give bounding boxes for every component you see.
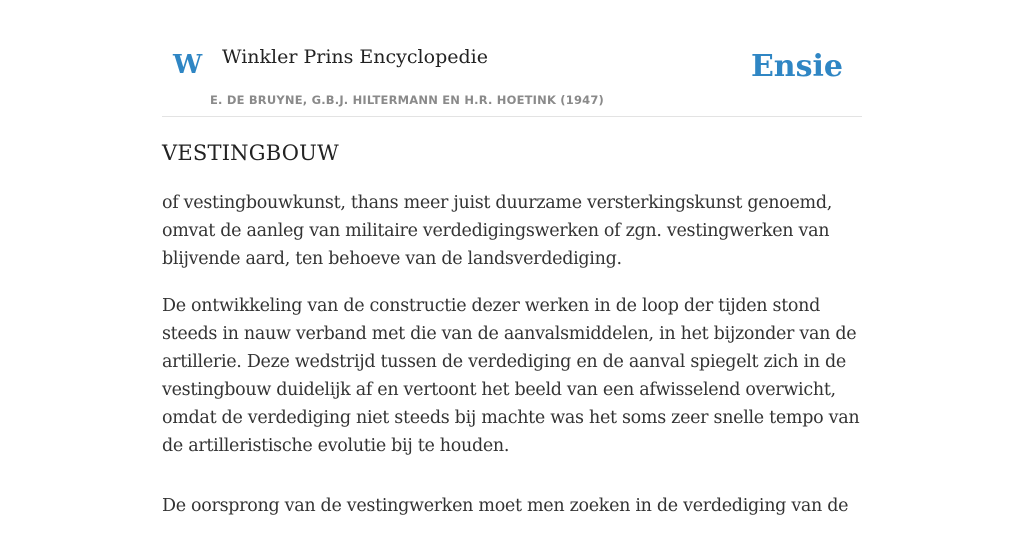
article-paragraph: of vestingbouwkunst, thans meer juist duurzame versterkingskunst genoemd, omvat de aanleg van militaire verdedigingswerken of zgn. vestingwerken van blijvende aard, ten behoeve van de landsverdediging. (162, 193, 833, 270)
article-paragraph: De oorsprong van de vestingwerken moet men zoeken in de verdediging van de (162, 496, 849, 517)
site-title[interactable]: Winkler Prins Encyclopedie (222, 46, 488, 68)
authors-subtitle: E. DE BRUYNE, G.B.J. HILTERMANN EN H.R. HOETINK (1947) (210, 93, 605, 107)
article-title: VESTINGBOUW (162, 141, 339, 165)
article-paragraph: De ontwikkeling van de constructie dezer werken in de loop der tijden stond steeds in nauw verband met die van de aanvalsmiddelen, in het bijzonder van de artillerie. Deze wedstrijd tussen de verdediging en de aanval spiegelt zich in de vestingbouw duidelijk af en vertoont het beeld van een afwisselend overwicht, omdat de verdediging niet steeds bij machte was het soms zeer snelle tempo van de artilleristische evolutie bij te houden. (162, 296, 860, 457)
article-body (162, 140, 866, 539)
site-header (162, 0, 862, 117)
ensie-brand-logo[interactable]: Ensie (750, 49, 843, 84)
winkler-prins-logo[interactable]: W (173, 50, 203, 80)
